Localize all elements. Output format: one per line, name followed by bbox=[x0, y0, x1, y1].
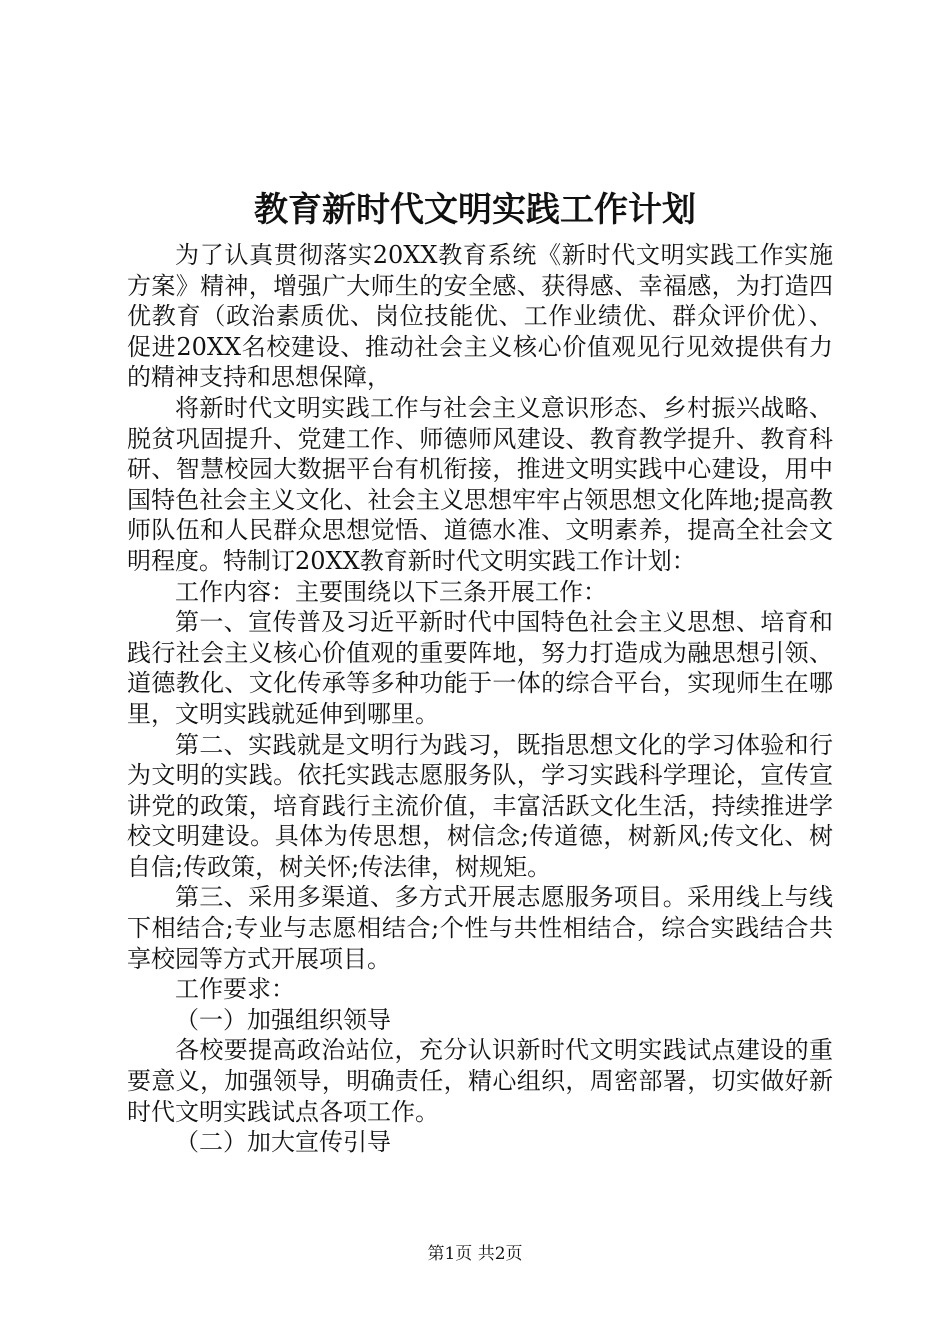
paragraph-first-item: 第一、宣传普及习近平新时代中国特色社会主义思想、培育和践行社会主义核心价值观的重要阵地，努力打造成为融思想引领、道德教化、文化传承等多种功能于一体的综合平台，实现师生在哪里，文明实践就延伸到哪里。 bbox=[127, 608, 833, 728]
paragraph-requirement-1-heading: （一）加强组织领导 bbox=[175, 1005, 391, 1034]
page-number-footer: 第1页 共2页 bbox=[427, 1244, 523, 1264]
paragraph-work-content-heading: 工作内容：主要围绕以下三条开展工作： bbox=[175, 577, 607, 606]
paragraph-second-item: 第二、实践就是文明行为践习，既指思想文化的学习体验和行为文明的实践。依托实践志愿服务队，学习实践科学理论，宣传宣讲党的政策，培育践行主流价值，丰富活跃文化生活，持续推进学校文明建设。具体为传思想，树信念;传道德，树新风;传文化、树自信;传政策，树关怀;传法律，树规矩。 bbox=[127, 730, 833, 881]
paragraph-third-item: 第三、采用多渠道、多方式开展志愿服务项目。采用线上与线下相结合;专业与志愿相结合;个性与共性相结合，综合实践结合共享校园等方式开展项目。 bbox=[127, 883, 833, 973]
document-title: 教育新时代文明实践工作计划 bbox=[254, 190, 696, 230]
paragraph-work-requirements-heading: 工作要求： bbox=[175, 975, 295, 1004]
document-body bbox=[127, 240, 833, 1158]
paragraph-requirement-2-heading: （二）加大宣传引导 bbox=[175, 1128, 391, 1157]
paragraph-integration: 将新时代文明实践工作与社会主义意识形态、乡村振兴战略、脱贫巩固提升、党建工作、师德师风建设、教育教学提升、教育科研、智慧校园大数据平台有机衔接，推进文明实践中心建设，用中国特色社会主义文化、社会主义思想牢牢占领思想文化阵地;提高教师队伍和人民群众思想觉悟、道德水准、文明素养，提高全社会文明程度。特制订20XX教育新时代文明实践工作计划： bbox=[127, 393, 833, 575]
paragraph-intro: 为了认真贯彻落实20XX教育系统《新时代文明实践工作实施方案》精神，增强广大师生的安全感、获得感、幸福感，为打造四优教育（政治素质优、岗位技能优、工作业绩优、群众评价优）、促进20XX名校建设、推动社会主义核心价值观见行见效提供有力的精神支持和思想保障， bbox=[127, 241, 833, 392]
paragraph-requirement-1-body: 各校要提高政治站位，充分认识新时代文明实践试点建设的重要意义，加强领导，明确责任，精心组织，周密部署，切实做好新时代文明实践试点各项工作。 bbox=[127, 1036, 833, 1126]
